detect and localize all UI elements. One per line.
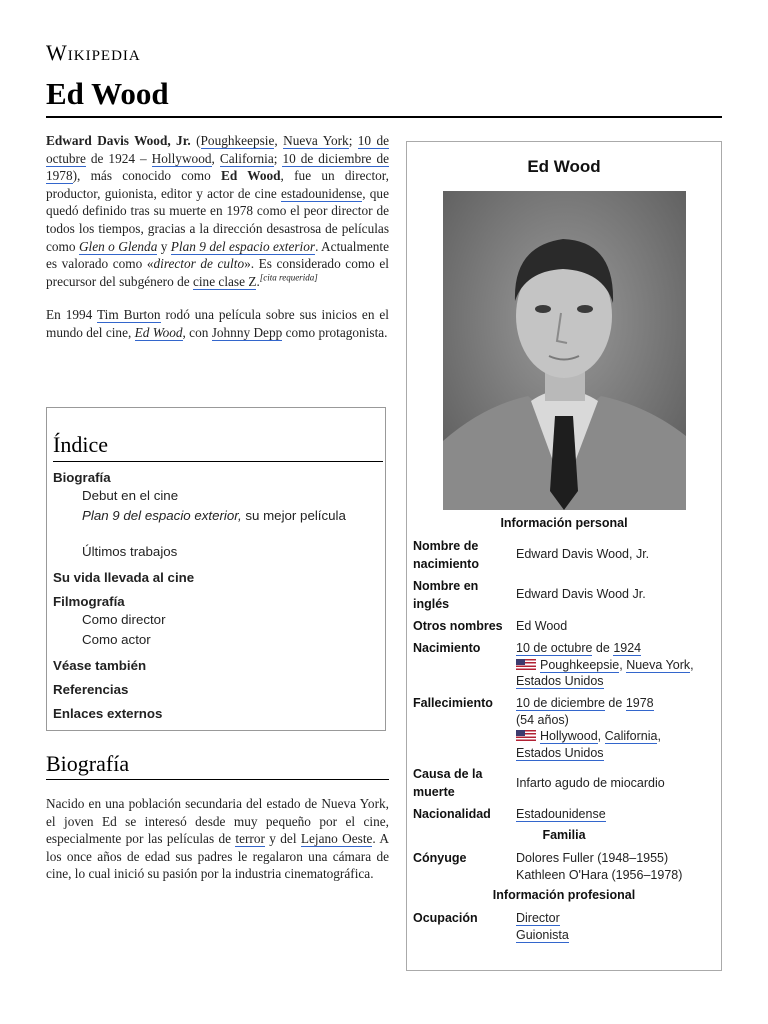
link-death-state[interactable]: California [604,729,658,743]
text: y del [264,831,301,847]
text: y [157,238,171,254]
citation-needed[interactable] [260,272,318,282]
value-causa-muerte: Infarto agudo de miocardio [516,776,665,790]
toc-item-director[interactable]: Como director [82,612,166,627]
toc-item-debut[interactable]: Debut en el cine [82,488,179,503]
link-birth-country[interactable]: Estados Unidos [516,674,604,688]
text: , [657,729,661,743]
link-poughkeepsie[interactable]: Poughkeepsie [200,133,275,148]
link-ed-wood-film[interactable] [135,325,183,341]
subject-name: Edward Davis Wood, Jr. [46,133,191,148]
value-fallecimiento [516,695,714,761]
link-birth-day[interactable]: 10 de octubre [516,641,593,655]
link-plan-9[interactable] [171,239,315,255]
table-of-contents [46,407,386,731]
text: rodó una película sobre sus inicios en el mundo del cine, [46,307,390,340]
toc-item-plan9[interactable] [82,508,382,524]
page-title: Ed Wood [46,76,169,111]
toc-item-biografia[interactable]: Biografía [53,470,111,485]
text: , con [182,324,212,340]
toc-item-enlaces[interactable]: Enlaces externos [53,706,163,721]
link-death-country[interactable]: Estados Unidos [516,745,604,760]
spouse-1: Dolores Fuller (1948–1955) [516,851,669,865]
link-death-year[interactable]: 1978 [625,696,654,710]
link-nueva-york[interactable]: Nueva York [283,133,349,148]
label-nacionalidad: Nacionalidad [413,807,491,821]
film-title: Plan 9 del espacio exterior [170,238,316,254]
paragraph-2 [46,306,389,341]
link-glen-o-glenda[interactable] [79,239,157,255]
text: ( [190,133,201,148]
link-death-city[interactable]: Hollywood [540,729,598,743]
title-divider [46,116,722,118]
text: director de culto [153,256,245,272]
text: de [85,150,109,166]
text: , [690,657,694,672]
us-flag-icon [516,659,536,670]
value-conyuge [516,850,714,883]
label-causa-muerte: Causa de la muerte [413,767,483,799]
text: , fue un director, productor, guionista, editor y actor de cine [46,168,390,201]
value-nacionalidad [516,806,714,823]
text: su mejor película [241,508,346,523]
toc-item-su-vida[interactable]: Su vida llevada al cine [53,570,195,585]
link-tim-burton[interactable]: Tim Burton [96,307,161,323]
spouse-2: Kathleen O'Hara (1956–1978) [516,867,683,882]
film-title: Glen o Glenda [78,238,158,254]
birth-date-line [516,640,714,657]
infobox-section-familia: Familia [542,828,586,842]
infobox-title: Ed Wood [527,157,601,176]
occupation-1 [516,910,714,927]
link-cine-clase-z[interactable]: cine clase Z [192,273,257,289]
death-date-line [516,695,714,712]
label-fallecimiento: Fallecimiento [413,696,493,710]
link-lejano-oeste[interactable]: Lejano Oeste [300,831,373,847]
link-birth-state[interactable]: Nueva York [626,657,691,672]
text: – [135,150,152,166]
text: , [211,150,220,166]
portrait-photo[interactable] [443,191,686,510]
text: ; [273,150,283,166]
article-intro [46,132,389,358]
occupation-2 [516,927,714,944]
alias-name: Ed Wood [221,168,281,184]
toc-divider [53,461,383,462]
text: , [597,729,605,743]
death-place-line [516,728,714,745]
text: En 1994 [46,307,97,323]
link-death-date[interactable]: 10 de diciembre de 1978 [46,150,389,184]
link-birth-date[interactable]: 10 de octubre [46,133,390,166]
film-title: Ed Wood [134,324,183,340]
link-terror[interactable]: terror [235,831,265,847]
text: , que quedó definido tras su muerte en 1978 como el peor director de todos los tiempos, gracias a la dirección desastrosa de películas como [46,185,389,254]
death-country-line [516,745,714,762]
label-otros-nombres: Otros nombres [413,619,503,633]
portrait-illustration [443,191,686,510]
text: como protagonista. [282,324,388,340]
text: de [592,641,614,655]
text: . [256,273,260,289]
link-director[interactable]: Director [516,911,560,925]
value-nombre-nacimiento: Edward Davis Wood, Jr. [516,547,650,561]
text: [cita requerida] [259,272,318,283]
value-nacimiento [516,640,714,690]
link-birth-city[interactable]: Poughkeepsie [540,657,620,672]
birth-country-line [516,673,714,690]
label-nacimiento: Nacimiento [413,641,481,655]
text: . A los once años de edad sus padres le regalaron una cámara de cine, lo cual inició su pasión por la industria cinematográfica. [46,831,389,882]
text: de [604,696,626,710]
toc-title: Índice [53,432,108,457]
text: Plan 9 del espacio exterior, [82,508,242,523]
text: ), más conocido como [72,168,222,184]
link-california[interactable]: California [219,150,274,166]
link-estadounidense[interactable]: estadounidense [281,185,363,201]
value-nombre-ingles: Edward Davis Wood Jr. [516,587,646,601]
us-flag-icon [516,730,536,741]
biografia-paragraph [46,795,389,883]
text: 1924 [108,150,136,166]
text: Nacido en una población secundaria del estado de Nueva York, el joven Ed se interesó desde muy pequeño por el cine, especialmente por las películas de [46,796,389,847]
intro-paragraph [46,132,389,290]
link-birth-year[interactable]: 1924 [613,641,642,655]
link-death-day[interactable]: 10 de diciembre [516,696,605,710]
text: ». Es considerado como el precursor del subgénero de [46,256,389,289]
label-conyuge: Cónyuge [413,851,467,865]
death-age: (54 años) [516,712,569,727]
text: ; [348,133,358,148]
label-nombre-nacimiento: Nombre de nacimiento [413,539,479,571]
wikipedia-logo[interactable]: Wikipedia [46,40,141,65]
label-nombre-ingles: Nombre en inglés [413,579,479,611]
value-otros-nombres: Ed Wood [516,619,568,633]
link-estadounidense-nationality[interactable]: Estadounidense [516,807,606,821]
text: . Actualmente es valorado como « [46,238,389,272]
link-guionista[interactable]: Guionista [516,927,569,942]
link-hollywood[interactable]: Hollywood [151,150,212,166]
birth-place-line [516,657,714,674]
text: , [274,133,284,148]
toc-item-actor[interactable]: Como actor [82,632,151,647]
toc-item-referencias[interactable]: Referencias [53,682,129,697]
section-heading-biografia: Biografía [46,751,130,776]
label-ocupacion: Ocupación [413,911,478,925]
value-ocupacion [516,910,714,943]
infobox-section-personal: Información personal [500,516,628,530]
toc-item-filmografia[interactable]: Filmografía [53,594,125,609]
toc-item-ultimos[interactable]: Últimos trabajos [82,544,178,559]
infobox-section-profesional: Información profesional [492,888,636,902]
link-johnny-depp[interactable]: Johnny Depp [211,324,283,340]
section-divider [46,779,389,780]
toc-item-vease[interactable]: Véase también [53,658,147,673]
text: , [619,657,627,672]
infobox [406,141,722,971]
